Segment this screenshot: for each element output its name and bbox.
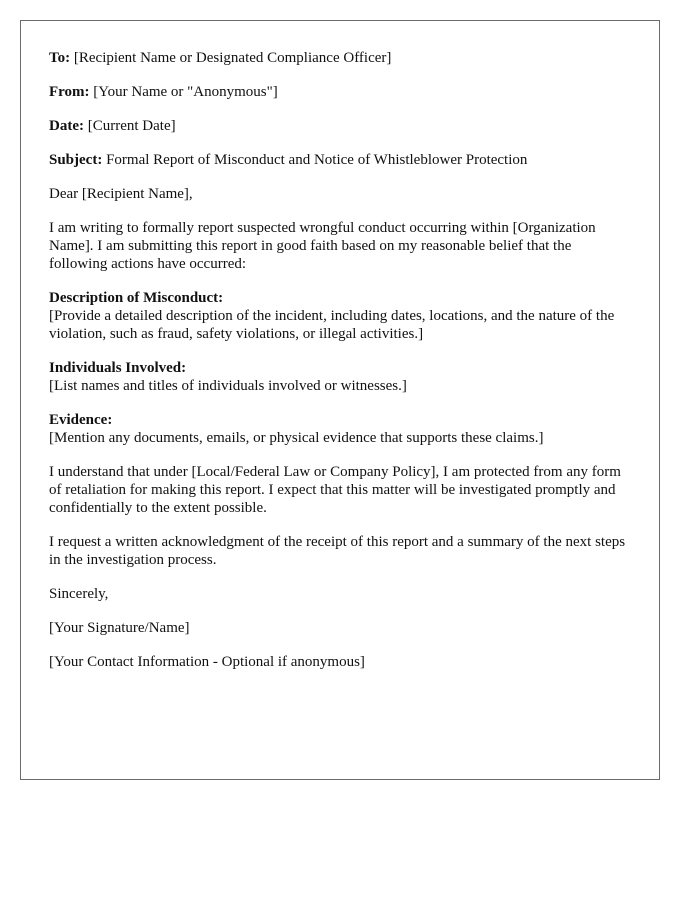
from-label: From:	[49, 84, 90, 100]
signature: [Your Signature/Name]	[49, 620, 190, 636]
subject-value: Formal Report of Misconduct and Notice of Whistleblower Protection	[102, 152, 528, 168]
letter-page	[20, 20, 660, 780]
from-line	[49, 83, 631, 101]
to-line	[49, 49, 631, 67]
individuals-body: [List names and titles of individuals involved or witnesses.]	[49, 378, 407, 394]
date-label: Date:	[49, 118, 84, 134]
date-line	[49, 117, 631, 135]
to-value: [Recipient Name or Designated Compliance Officer]	[70, 50, 392, 66]
evidence-heading: Evidence:	[49, 412, 113, 428]
individuals-section	[49, 359, 631, 395]
salutation: Dear [Recipient Name],	[49, 186, 193, 202]
evidence-body: [Mention any documents, emails, or physical evidence that supports these claims.]	[49, 430, 544, 446]
misconduct-section	[49, 289, 631, 343]
request-paragraph: I request a written acknowledgment of the receipt of this report and a summary of the next steps in the investigation process.	[49, 534, 626, 568]
individuals-heading: Individuals Involved:	[49, 360, 187, 376]
intro-paragraph: I am writing to formally report suspected wrongful conduct occurring within [Organization Name]. I am submitting this report in good faith based on my reasonable belief that the following actions have occurred:	[49, 220, 596, 272]
misconduct-body: [Provide a detailed description of the incident, including dates, locations, and the nature of the violation, such as fraud, safety violations, or illegal activities.]	[49, 308, 615, 342]
to-label: To:	[49, 50, 71, 66]
misconduct-heading: Description of Misconduct:	[49, 290, 224, 306]
date-value: [Current Date]	[83, 118, 176, 134]
subject-line	[49, 151, 631, 169]
evidence-section	[49, 411, 631, 447]
contact-info: [Your Contact Information - Optional if anonymous]	[49, 654, 365, 670]
from-value: [Your Name or "Anonymous"]	[89, 84, 278, 100]
closing: Sincerely,	[49, 586, 109, 602]
protection-paragraph: I understand that under [Local/Federal Law or Company Policy], I am protected from any form of retaliation for making this report. I expect that this matter will be investigated promptly and confidentially to the extent possible.	[49, 464, 621, 516]
subject-label: Subject:	[49, 152, 103, 168]
